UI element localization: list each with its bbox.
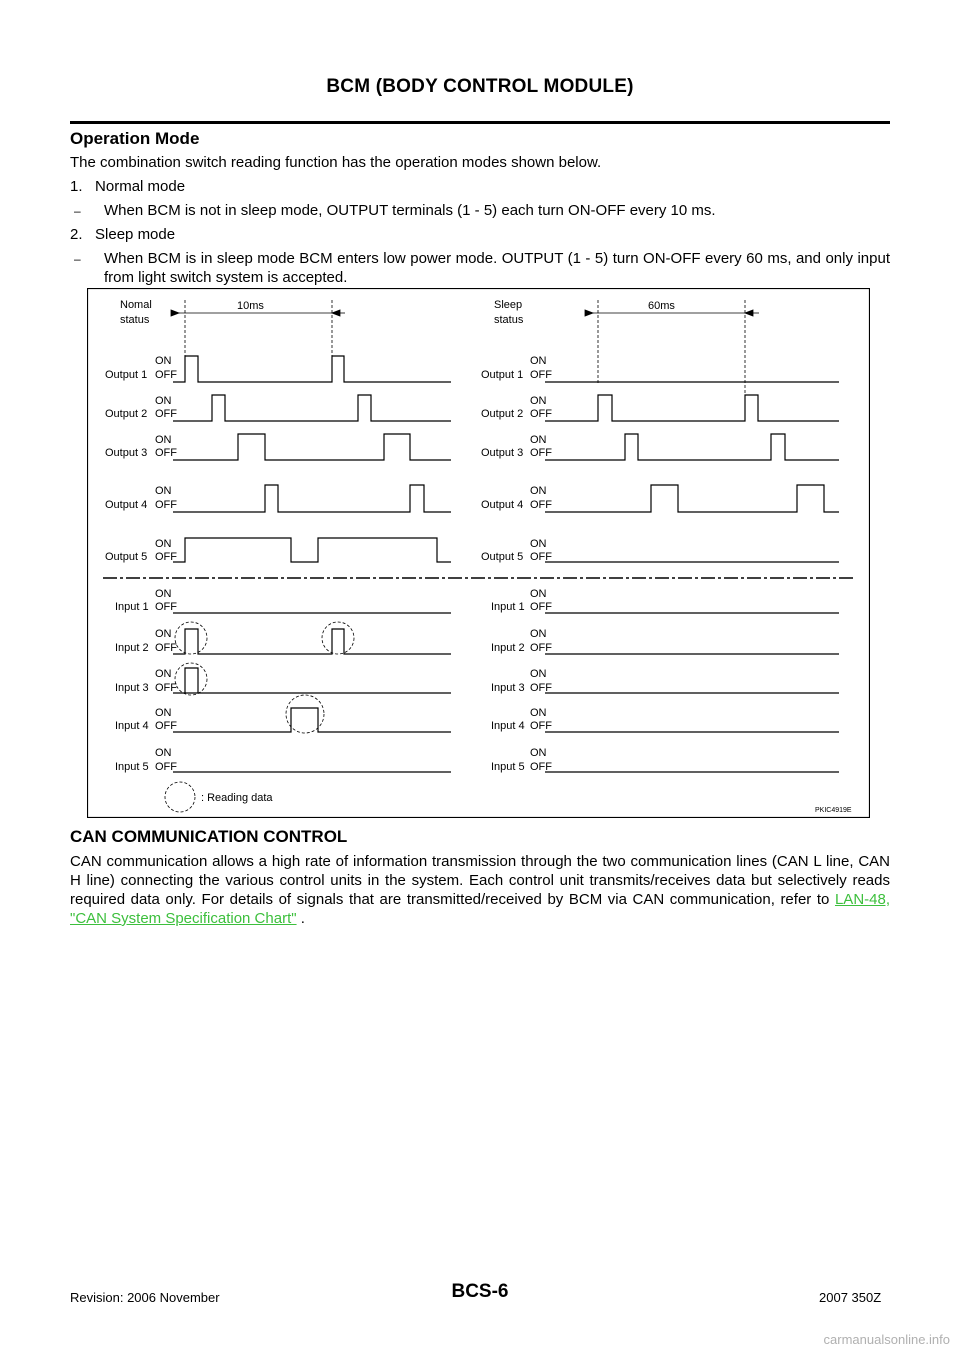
on-label-ri5: ON <box>530 747 547 759</box>
right-output-2-label: Output 2 <box>481 408 524 420</box>
right-interval-label: 60ms <box>648 300 675 312</box>
off-label-l5: OFF <box>155 551 177 563</box>
right-input-1-label: Input 1 <box>491 601 525 613</box>
off-label-li4: OFF <box>155 720 177 732</box>
left-output-5-label: Output 5 <box>105 551 148 563</box>
right-output-1-label: Output 1 <box>481 369 524 381</box>
left-output-2-label: Output 2 <box>105 408 148 420</box>
mode-item-1-detail: When BCM is not in sleep mode, OUTPUT terminals (1 - 5) each turn ON-OFF every 10 ms. <box>104 202 716 219</box>
right-output-4-label: Output 4 <box>481 499 524 511</box>
right-input-2-label: Input 2 <box>491 642 525 654</box>
off-label-ri2: OFF <box>530 642 552 654</box>
right-input-5-label: Input 5 <box>491 761 525 773</box>
reading-circle-input2-b <box>322 622 354 654</box>
right-output-3-wave <box>545 434 839 460</box>
right-status-label-2: status <box>494 314 524 326</box>
footer-model: 2007 350Z <box>819 1290 882 1305</box>
off-label-l1: OFF <box>155 369 177 381</box>
off-label-li5: OFF <box>155 761 177 773</box>
mode-item-2-label: Sleep mode <box>95 226 176 243</box>
left-output-1-label: Output 1 <box>105 369 148 381</box>
left-input-2-wave <box>173 629 451 654</box>
left-input-2-label: Input 2 <box>115 642 149 654</box>
right-output-3-label: Output 3 <box>481 447 524 459</box>
figure-id: PKIC4919E <box>815 807 852 814</box>
off-label-l4: OFF <box>155 499 177 511</box>
off-label-l2: OFF <box>155 408 177 420</box>
right-interval-arrow-a <box>585 310 593 316</box>
timing-diagram <box>87 288 870 818</box>
on-label-l4: ON <box>155 485 172 497</box>
dash-bullet-1: – <box>74 204 81 218</box>
off-label-r1: OFF <box>530 369 552 381</box>
left-output-1-wave <box>173 356 451 382</box>
watermark: carmanualsonline.info <box>823 1332 950 1347</box>
on-label-l3: ON <box>155 434 172 446</box>
reading-circle-input2-a <box>175 622 207 654</box>
off-label-li2: OFF <box>155 642 177 654</box>
off-label-ri1: OFF <box>530 601 552 613</box>
left-interval-label: 10ms <box>237 300 264 312</box>
diagram-frame <box>88 289 870 818</box>
can-spec-chart-link[interactable]: LAN-48, "CAN System Specification Chart" <box>70 891 890 927</box>
right-output-4-wave <box>545 485 839 512</box>
on-label-r1: ON <box>530 355 547 367</box>
left-output-5-wave <box>173 538 451 562</box>
left-input-4-label: Input 4 <box>115 720 149 732</box>
left-output-3-label: Output 3 <box>105 447 148 459</box>
left-status-label-2: status <box>120 314 150 326</box>
off-label-r3: OFF <box>530 447 552 459</box>
left-input-1-label: Input 1 <box>115 601 149 613</box>
off-label-li3: OFF <box>155 682 177 694</box>
mode-item-2 <box>70 225 890 244</box>
right-input-3-label: Input 3 <box>491 682 525 694</box>
page-header-title: BCM (BODY CONTROL MODULE) <box>326 76 634 97</box>
left-interval-arrow-b <box>332 310 340 316</box>
legend-label: : Reading data <box>201 792 273 804</box>
left-output-4-label: Output 4 <box>105 499 148 511</box>
on-label-r3: ON <box>530 434 547 446</box>
off-label-l3: OFF <box>155 447 177 459</box>
off-label-r4: OFF <box>530 499 552 511</box>
on-label-ri2: ON <box>530 628 547 640</box>
mode-item-2-detail: When BCM is in sleep mode BCM enters low power mode. OUTPUT (1 - 5) turn ON-OFF every 60 ms, and only input from light switch system is accepted. <box>104 250 890 286</box>
reading-circles <box>165 622 354 812</box>
on-label-ri1: ON <box>530 588 547 600</box>
on-label-l1: ON <box>155 355 172 367</box>
can-body-text: CAN communication allows a high rate of information transmission through the two communication lines (CAN L line, CAN H line) connecting the various control units in the system. Each control unit transmits/receives data but selectively reads required data only. For details of signals that are transmitted/received by BCM via CAN communication, refer to <box>70 853 890 908</box>
on-label-r4: ON <box>530 485 547 497</box>
right-input-4-label: Input 4 <box>491 720 525 732</box>
right-interval-arrow-b <box>745 310 753 316</box>
off-label-r2: OFF <box>530 408 552 420</box>
on-label-li2: ON <box>155 628 172 640</box>
off-label-ri5: OFF <box>530 761 552 773</box>
off-label-li1: OFF <box>155 601 177 613</box>
operation-mode-intro: The combination switch reading function has the operation modes shown below. <box>70 154 602 171</box>
footer-revision: Revision: 2006 November <box>70 1290 220 1305</box>
right-status-label-1: Sleep <box>494 299 523 311</box>
on-label-r5: ON <box>530 538 547 550</box>
on-label-ri4: ON <box>530 707 547 719</box>
can-heading: CAN COMMUNICATION CONTROL <box>70 827 348 846</box>
can-body <box>70 852 890 928</box>
on-label-l2: ON <box>155 395 172 407</box>
left-output-4-wave <box>173 485 451 512</box>
off-label-ri3: OFF <box>530 682 552 694</box>
on-label-r2: ON <box>530 395 547 407</box>
on-label-l5: ON <box>155 538 172 550</box>
left-output-2-wave <box>173 395 451 421</box>
on-label-li3: ON <box>155 668 172 680</box>
operation-mode-heading: Operation Mode <box>70 129 200 148</box>
on-label-ri3: ON <box>530 668 547 680</box>
right-output-5-label: Output 5 <box>481 551 524 563</box>
dash-bullet-2: – <box>74 252 81 266</box>
left-input-4-wave <box>173 708 451 732</box>
off-label-r5: OFF <box>530 551 552 563</box>
left-input-5-label: Input 5 <box>115 761 149 773</box>
left-input-3-label: Input 3 <box>115 682 149 694</box>
mode-item-1-label: Normal mode <box>95 178 186 195</box>
off-label-ri4: OFF <box>530 720 552 732</box>
mode-item-1 <box>70 177 890 196</box>
left-output-3-wave <box>173 434 451 460</box>
on-label-li1: ON <box>155 588 172 600</box>
left-status-label-1: Nomal <box>120 299 152 311</box>
right-output-2-wave <box>545 395 839 421</box>
mode-item-1-number: 1. <box>70 178 83 195</box>
on-label-li4: ON <box>155 707 172 719</box>
on-label-li5: ON <box>155 747 172 759</box>
signal-labels <box>105 355 852 814</box>
left-interval-arrow-a <box>171 310 179 316</box>
legend-circle-icon <box>165 782 195 812</box>
footer-page-number: BCS-6 <box>451 1281 509 1302</box>
mode-item-2-number: 2. <box>70 226 83 243</box>
can-body-tail: . <box>296 910 305 927</box>
header-rule <box>70 121 890 124</box>
